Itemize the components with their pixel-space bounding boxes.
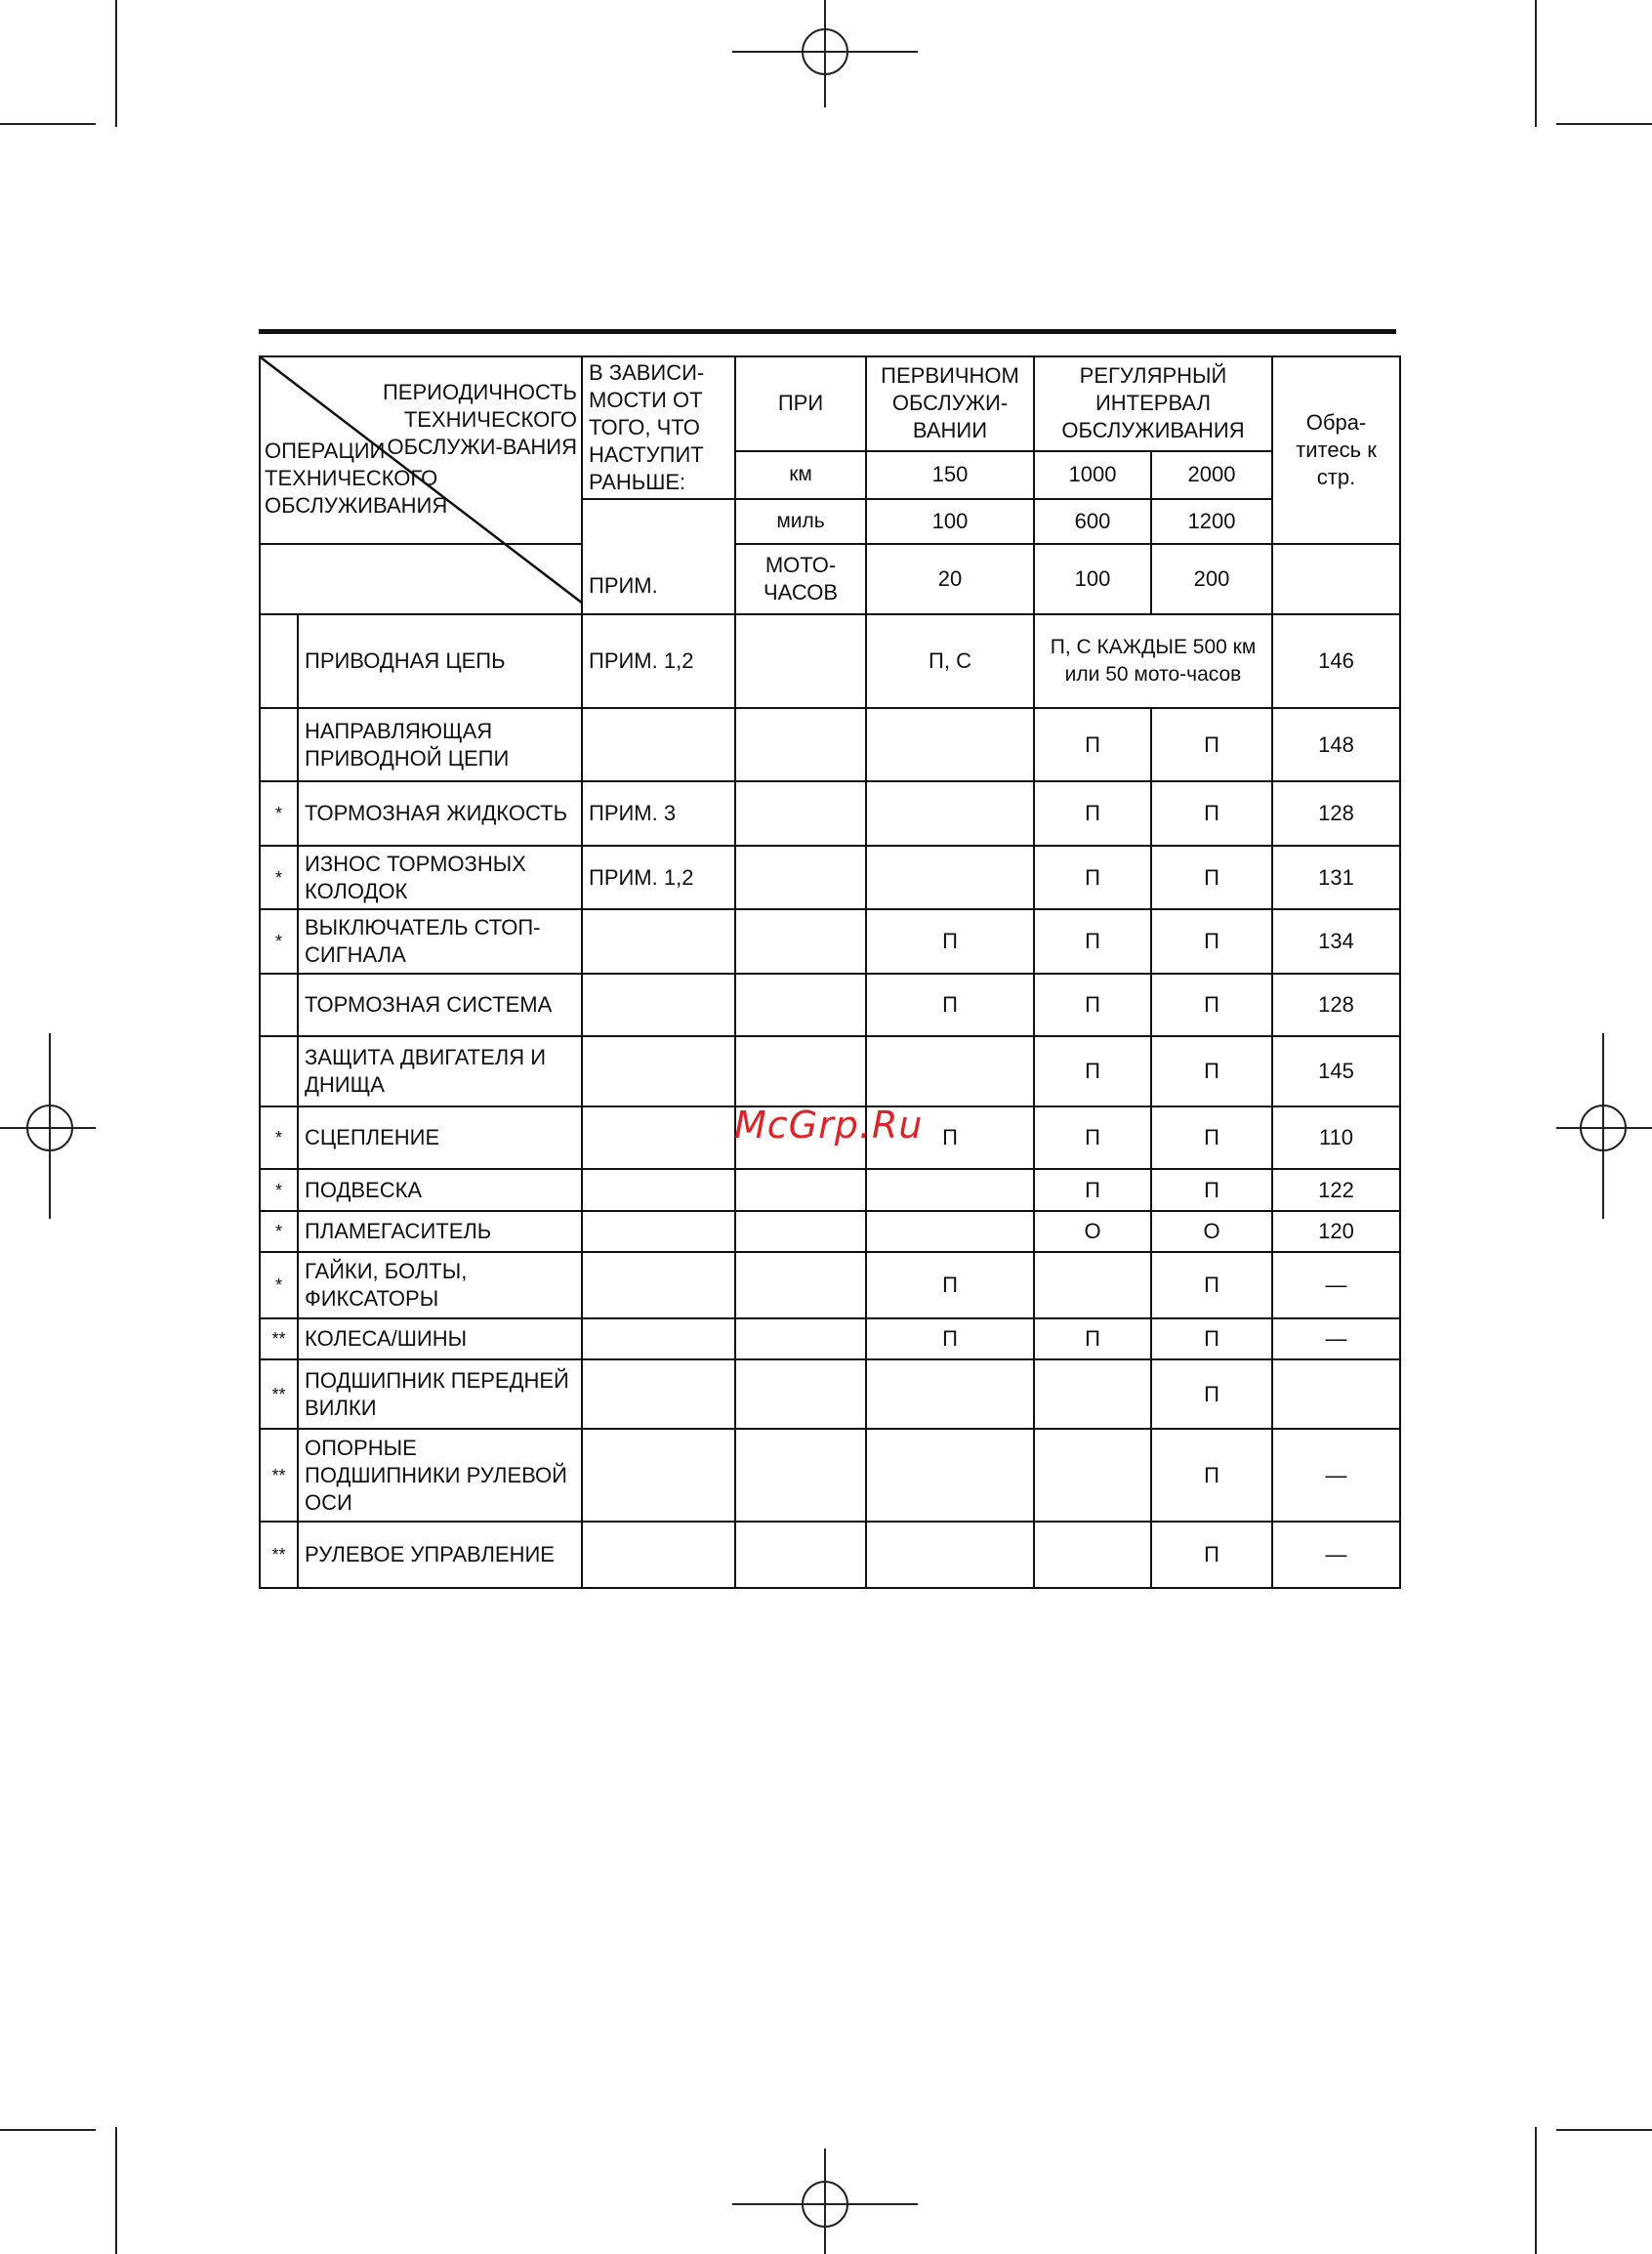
- crop-mark: [0, 123, 96, 125]
- operation-name: ГАЙКИ, БОЛТЫ, ФИКСАТОРЫ: [298, 1252, 582, 1318]
- moto-initial: 20: [866, 544, 1034, 614]
- pri-cell: [735, 1522, 866, 1588]
- registration-circle: [26, 1105, 73, 1151]
- operation-note: [582, 974, 735, 1036]
- operation-note: [582, 1522, 735, 1588]
- row-mark: **: [260, 1429, 298, 1522]
- row-mark: [260, 708, 298, 781]
- regular-1-cell: П: [1034, 1036, 1151, 1106]
- initial-cell: П: [866, 974, 1034, 1036]
- regular-1-cell: П: [1034, 846, 1151, 909]
- regular-2-cell: П: [1151, 1106, 1272, 1169]
- pri-cell: [735, 1429, 866, 1522]
- regular-1-cell: П: [1034, 1106, 1151, 1169]
- regular-1-cell: П: [1034, 909, 1151, 974]
- row-mark: **: [260, 1522, 298, 1588]
- crop-mark: [1556, 2129, 1652, 2131]
- regular-1-cell: П: [1034, 974, 1151, 1036]
- crop-mark: [1535, 2127, 1537, 2254]
- initial-cell: [866, 846, 1034, 909]
- pri-cell: [735, 1318, 866, 1359]
- operation-name: ПОДВЕСКА: [298, 1169, 582, 1211]
- top-rule: [259, 329, 1396, 334]
- regular-1-cell: [1034, 1429, 1151, 1522]
- row-mark: *: [260, 846, 298, 909]
- km-r2: 2000: [1151, 451, 1272, 499]
- pri-cell: [735, 909, 866, 974]
- initial-cell: [866, 1169, 1034, 1211]
- table-row: [260, 781, 1400, 846]
- regular-1-cell: [1034, 1522, 1151, 1588]
- initial-cell: П: [866, 1252, 1034, 1318]
- depends-header: В ЗАВИСИ-МОСТИ ОТ ТОГО, ЧТО НАСТУПИТ РАНЬШЕ:: [582, 356, 735, 499]
- operation-note: [582, 1318, 735, 1359]
- pri-cell: [735, 974, 866, 1036]
- table-row: [260, 974, 1400, 1036]
- operation-note: [582, 909, 735, 974]
- periodicity-header: ПЕРИОДИЧНОСТЬ ТЕХНИЧЕСКОГО ОБСЛУЖИ-ВАНИЯ: [382, 380, 577, 459]
- operation-note: [582, 1106, 735, 1169]
- row-mark: [260, 614, 298, 708]
- page-ref: —: [1272, 1522, 1400, 1588]
- operation-name: ТОРМОЗНАЯ СИСТЕМА: [298, 974, 582, 1036]
- table-row: [260, 1252, 1400, 1318]
- operation-note: [582, 1211, 735, 1252]
- regular-2-cell: П: [1151, 1522, 1272, 1588]
- regular-2-cell: П: [1151, 1318, 1272, 1359]
- table-row: [260, 1522, 1400, 1588]
- regular-2-cell: П: [1151, 846, 1272, 909]
- table-row: [260, 708, 1400, 781]
- operation-name: РУЛЕВОЕ УПРАВЛЕНИЕ: [298, 1522, 582, 1588]
- unit-miles: миль: [735, 499, 866, 544]
- row-mark: **: [260, 1359, 298, 1429]
- initial-cell: [866, 1211, 1034, 1252]
- registration-circle: [802, 2181, 848, 2228]
- row-mark: *: [260, 1169, 298, 1211]
- crop-mark: [1556, 123, 1652, 125]
- prim-header: ПРИМ.: [582, 499, 735, 614]
- operation-note: [582, 708, 735, 781]
- operation-name: ИЗНОС ТОРМОЗНЫХ КОЛОДОК: [298, 846, 582, 909]
- initial-cell: П: [866, 909, 1034, 974]
- page-ref: 146: [1272, 614, 1400, 708]
- km-r1: 1000: [1034, 451, 1151, 499]
- miles-initial: 100: [866, 499, 1034, 544]
- table-row: [260, 846, 1400, 909]
- operation-name: ЗАЩИТА ДВИГАТЕЛЯ И ДНИЩА: [298, 1036, 582, 1106]
- km-initial: 150: [866, 451, 1034, 499]
- regular-merged-cell: П, С КАЖДЫЕ 500 км или 50 мото-часов: [1034, 614, 1272, 708]
- operation-note: [582, 1036, 735, 1106]
- header-corner-cell: [260, 356, 582, 544]
- row-mark: *: [260, 909, 298, 974]
- regular-2-cell: П: [1151, 974, 1272, 1036]
- initial-cell: [866, 1036, 1034, 1106]
- registration-circle: [802, 28, 848, 75]
- row-mark: [260, 974, 298, 1036]
- page-ref: —: [1272, 1318, 1400, 1359]
- initial-cell: [866, 781, 1034, 846]
- operation-note: ПРИМ. 1,2: [582, 846, 735, 909]
- registration-circle: [1580, 1105, 1627, 1151]
- regular-2-cell: П: [1151, 1169, 1272, 1211]
- page-ref: 134: [1272, 909, 1400, 974]
- initial-cell: [866, 1359, 1034, 1429]
- row-mark: *: [260, 1252, 298, 1318]
- pri-cell: [735, 614, 866, 708]
- regular-2-cell: П: [1151, 1429, 1272, 1522]
- table-row: [260, 1359, 1400, 1429]
- row-mark: *: [260, 1211, 298, 1252]
- regular-2-cell: П: [1151, 708, 1272, 781]
- pri-cell: [735, 1036, 866, 1106]
- page-ref: 128: [1272, 781, 1400, 846]
- row-mark: *: [260, 781, 298, 846]
- pri-cell: [735, 1211, 866, 1252]
- initial-cell: П: [866, 1318, 1034, 1359]
- regular-2-cell: П: [1151, 909, 1272, 974]
- operation-name: ПРИВОДНАЯ ЦЕПЬ: [298, 614, 582, 708]
- page-ref: [1272, 1359, 1400, 1429]
- operation-name: ОПОРНЫЕ ПОДШИПНИКИ РУЛЕВОЙ ОСИ: [298, 1429, 582, 1522]
- pri-cell: [735, 1252, 866, 1318]
- operation-name: ПЛАМЕГАСИТЕЛЬ: [298, 1211, 582, 1252]
- moto-r2: 200: [1151, 544, 1272, 614]
- initial-cell: [866, 1522, 1034, 1588]
- row-mark: **: [260, 1318, 298, 1359]
- pri-cell: [735, 1359, 866, 1429]
- page-ref: 128: [1272, 974, 1400, 1036]
- table-row: [260, 1318, 1400, 1359]
- table-row: [260, 1169, 1400, 1211]
- table-row: [260, 1429, 1400, 1522]
- page-ref: —: [1272, 1252, 1400, 1318]
- operation-name: ПОДШИПНИК ПЕРЕДНЕЙ ВИЛКИ: [298, 1359, 582, 1429]
- table-row: [260, 909, 1400, 974]
- miles-r2: 1200: [1151, 499, 1272, 544]
- table-row: [260, 614, 1400, 708]
- operation-note: [582, 1252, 735, 1318]
- operation-note: [582, 1429, 735, 1522]
- regular-1-cell: [1034, 1252, 1151, 1318]
- operation-note: [582, 1169, 735, 1211]
- refer-header: Обра-титесь к стр.: [1272, 356, 1400, 544]
- operation-name: НАПРАВЛЯЮЩАЯ ПРИВОДНОЙ ЦЕПИ: [298, 708, 582, 781]
- page-ref: —: [1272, 1429, 1400, 1522]
- regular-2-cell: О: [1151, 1211, 1272, 1252]
- miles-r1: 600: [1034, 499, 1151, 544]
- maintenance-schedule-table: [259, 355, 1401, 1589]
- initial-cell: [866, 708, 1034, 781]
- regular-1-cell: П: [1034, 781, 1151, 846]
- pri-cell: [735, 781, 866, 846]
- crop-mark: [1535, 0, 1537, 127]
- regular-2-cell: П: [1151, 1359, 1272, 1429]
- regular-1-cell: [1034, 1359, 1151, 1429]
- crop-mark: [115, 0, 117, 127]
- row-mark: *: [260, 1106, 298, 1169]
- regular-2-cell: П: [1151, 781, 1272, 846]
- initial-cell: П: [866, 1106, 1034, 1169]
- regular-header: РЕГУЛЯРНЫЙ ИНТЕРВАЛ ОБСЛУЖИВАНИЯ: [1034, 356, 1272, 451]
- table-row: [260, 1211, 1400, 1252]
- pri-header: ПРИ: [735, 356, 866, 451]
- unit-km: км: [735, 451, 866, 499]
- regular-2-cell: П: [1151, 1036, 1272, 1106]
- moto-header: МОТО-ЧАСОВ: [735, 544, 866, 614]
- operation-name: ТОРМОЗНАЯ ЖИДКОСТЬ: [298, 781, 582, 846]
- regular-1-cell: П: [1034, 1318, 1151, 1359]
- row-mark: [260, 1036, 298, 1106]
- initial-cell: [866, 1429, 1034, 1522]
- crop-mark: [0, 2129, 96, 2131]
- page-ref: 110: [1272, 1106, 1400, 1169]
- operation-note: [582, 1359, 735, 1429]
- operation-name: КОЛЕСА/ШИНЫ: [298, 1318, 582, 1359]
- operation-note: ПРИМ. 3: [582, 781, 735, 846]
- table-row: [260, 1036, 1400, 1106]
- regular-2-cell: П: [1151, 1252, 1272, 1318]
- page-ref: 131: [1272, 846, 1400, 909]
- operation-note: ПРИМ. 1,2: [582, 614, 735, 708]
- operation-name: ВЫКЛЮЧАТЕЛЬ СТОП-СИГНАЛА: [298, 909, 582, 974]
- page-ref: 148: [1272, 708, 1400, 781]
- operation-name: СЦЕПЛЕНИЕ: [298, 1106, 582, 1169]
- regular-1-cell: О: [1034, 1211, 1151, 1252]
- moto-r1: 100: [1034, 544, 1151, 614]
- watermark: McGrp.Ru: [734, 1104, 924, 1147]
- pri-cell: [735, 708, 866, 781]
- operations-header: ОПЕРАЦИИ ТЕХНИЧЕСКОГО ОБСЛУЖИВАНИЯ: [265, 438, 448, 518]
- initial-header: ПЕРВИЧНОМ ОБСЛУЖИ-ВАНИИ: [866, 356, 1034, 451]
- pri-cell: [735, 1169, 866, 1211]
- crop-mark: [115, 2127, 117, 2254]
- regular-1-cell: П: [1034, 1169, 1151, 1211]
- page-ref: 145: [1272, 1036, 1400, 1106]
- regular-1-cell: П: [1034, 708, 1151, 781]
- refer-spacer: [1272, 544, 1400, 614]
- page-ref: 122: [1272, 1169, 1400, 1211]
- page-ref: 120: [1272, 1211, 1400, 1252]
- pri-cell: [735, 846, 866, 909]
- initial-cell: П, С: [866, 614, 1034, 708]
